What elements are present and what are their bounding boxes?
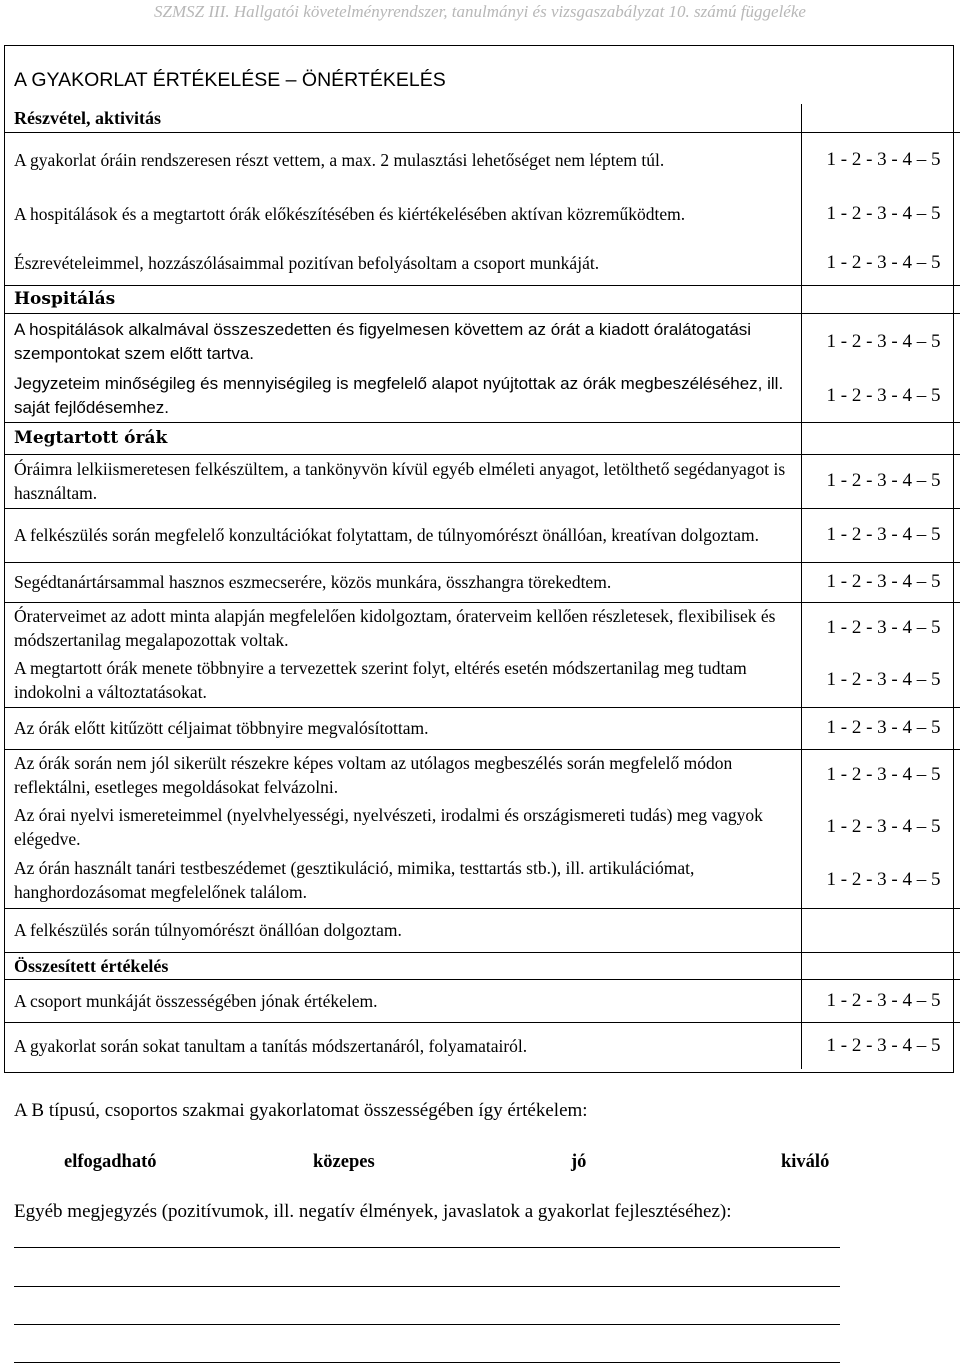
rating-scale xyxy=(802,952,960,979)
statement-text: A hospitálások és a megtartott órák előkészítésében és kiértékelésében aktívan közreműködtem. xyxy=(14,204,686,224)
statement-row xyxy=(4,454,960,508)
rating-scale[interactable]: 1 - 2 - 3 - 4 – 5 xyxy=(802,370,960,422)
statement-text: A csoport munkáját összességében jónak értékelem. xyxy=(4,979,802,1022)
comment-line[interactable] xyxy=(14,1286,840,1287)
section-heading: Összesített értékelés xyxy=(4,952,802,979)
form-title: A GYAKORLAT ÉRTÉKELÉSE – ÖNÉRTÉKELÉS xyxy=(14,69,446,91)
section-row xyxy=(4,285,960,313)
rating-scale[interactable]: 1 - 2 - 3 - 4 – 5 xyxy=(802,749,960,800)
self-evaluation-table xyxy=(4,104,960,1069)
statement-text: Az órák előtt kitűzött céljaimat többnyire megvalósítottam. xyxy=(4,707,802,749)
statement-text: A hospitálások alkalmával összeszedetten és figyelmesen követtem az órát a kiadott óralátogatási szempontokat szem előtt tartva. xyxy=(4,313,802,370)
statement-text: Óráimra lelkiismeretesen felkészültem, a tankönyvön kívül egyéb elméleti anyagot, letölthető segédanyagot is használtam. xyxy=(4,454,802,508)
statement-row xyxy=(4,1022,960,1069)
section-heading: Részvétel, aktivitás xyxy=(14,107,161,128)
rating-scale[interactable]: 1 - 2 - 3 - 4 – 5 xyxy=(802,979,960,1022)
statement-text: A gyakorlat során sokat tanultam a tanítás módszertanáról, folyamatairól. xyxy=(4,1022,802,1069)
statement-text: Óraterveimet az adott minta alapján megfelelően kidolgoztam, óraterveim kellően részletesek, flexibilisek és módszertanilag megalapozottak voltak. xyxy=(4,602,802,654)
rating-scale[interactable]: 1 - 2 - 3 - 4 – 5 xyxy=(802,654,960,707)
rating-scale[interactable]: 1 - 2 - 3 - 4 – 5 xyxy=(802,313,960,370)
statement-text: A felkészülés során megfelelő konzultációkat folytattam, de túlnyomórészt önállóan, kreatívan dolgoztam. xyxy=(4,508,802,562)
rating-option-kivalo[interactable]: kiváló xyxy=(781,1152,830,1172)
rating-scale[interactable]: 1 - 2 - 3 - 4 – 5 xyxy=(802,241,960,285)
page-header: SZMSZ III. Hallgatói követelményrendszer, tanulmányi és vizsgaszabályzat 10. számú függeléke xyxy=(154,2,806,21)
statement-row xyxy=(4,370,960,422)
rating-scale[interactable]: 1 - 2 - 3 - 4 – 5 xyxy=(802,132,960,187)
statement-row xyxy=(4,187,960,241)
statement-text: Az órán használt tanári testbeszédemet (gesztikuláció, mimika, testtartás stb.), ill. artikulációmat, hanghordozásomat megfelelőnek találom. xyxy=(14,858,695,903)
rating-scale[interactable]: 1 - 2 - 3 - 4 – 5 xyxy=(802,602,960,654)
statement-text: A megtartott órák menete többnyire a tervezettek szerint folyt, eltérés esetén módszertanilag meg tudtam indokolni a változtatásokat. xyxy=(14,658,747,703)
statement-text: Jegyzeteim minőségileg és mennyiségileg is megfelelő alapot nyújtottak az órák megbeszéléséhez, ill. saját fejlődésemhez. xyxy=(14,373,784,417)
statement-row xyxy=(4,602,960,654)
rating-scale xyxy=(802,285,960,313)
section-heading: Hospitálás xyxy=(4,285,802,313)
rating-option-kozepes[interactable]: közepes xyxy=(313,1152,375,1172)
section-row xyxy=(4,104,960,132)
rating-scale[interactable]: 1 - 2 - 3 - 4 – 5 xyxy=(802,800,960,853)
rating-scale[interactable]: 1 - 2 - 3 - 4 – 5 xyxy=(802,187,960,241)
statement-row xyxy=(4,853,960,908)
statement-text: Észrevételeimmel, hozzászólásaimmal pozitívan befolyásoltam a csoport munkáját. xyxy=(14,252,600,273)
rating-scale[interactable]: 1 - 2 - 3 - 4 – 5 xyxy=(802,1022,960,1069)
rating-scale[interactable]: 1 - 2 - 3 - 4 – 5 xyxy=(802,853,960,908)
comments-label: Egyéb megjegyzés (pozitívumok, ill. negatív élmények, javaslatok a gyakorlat fejlesztéséhez): xyxy=(14,1201,732,1222)
rating-scale xyxy=(802,422,960,454)
rating-scale[interactable]: 1 - 2 - 3 - 4 – 5 xyxy=(802,454,960,508)
rating-option-elfogadhato[interactable]: elfogadható xyxy=(64,1152,157,1172)
comment-line[interactable] xyxy=(14,1362,840,1363)
statement-row xyxy=(4,979,960,1022)
statement-row xyxy=(4,241,960,285)
statement-row xyxy=(4,654,960,707)
summary-question: A B típusú, csoportos szakmai gyakorlatomat összességében így értékelem: xyxy=(14,1100,588,1121)
rating-option-jo[interactable]: jó xyxy=(571,1152,587,1172)
statement-text: A gyakorlat óráin rendszeresen részt vettem, a max. 2 mulasztási lehetőséget nem léptem túl. xyxy=(4,132,802,187)
rating-scale xyxy=(802,104,960,132)
comment-line[interactable] xyxy=(14,1247,840,1248)
rating-scale[interactable]: 1 - 2 - 3 - 4 – 5 xyxy=(802,508,960,562)
statement-row xyxy=(4,132,960,187)
statement-text: Az órai nyelvi ismereteimmel (nyelvhelyességi, nyelvészeti, irodalmi és országismereti tudás) meg vagyok elégedve. xyxy=(14,804,763,849)
section-row xyxy=(4,952,960,979)
statement-row xyxy=(4,508,960,562)
section-row xyxy=(4,422,960,454)
statement-row xyxy=(4,562,960,602)
statement-row xyxy=(4,749,960,800)
statement-row xyxy=(4,707,960,749)
statement-row xyxy=(4,908,960,952)
statement-row xyxy=(4,313,960,370)
section-heading: Megtartott órák xyxy=(4,422,802,454)
statement-text: Az órák során nem jól sikerült részekre képes voltam az utólagos megbeszélés során megfelelő módon reflektálni, esetleges megoldásokat felvázolni. xyxy=(4,749,802,800)
statement-text: Segédtanártársammal hasznos eszmecserére, közös munkára, összhangra törekedtem. xyxy=(4,562,802,602)
rating-scale[interactable]: 1 - 2 - 3 - 4 – 5 xyxy=(802,562,960,602)
statement-row xyxy=(4,800,960,853)
rating-scale[interactable]: 1 - 2 - 3 - 4 – 5 xyxy=(802,707,960,749)
comment-line[interactable] xyxy=(14,1324,840,1325)
rating-scale xyxy=(802,908,960,952)
statement-text: A felkészülés során túlnyomórészt önállóan dolgoztam. xyxy=(4,908,802,952)
